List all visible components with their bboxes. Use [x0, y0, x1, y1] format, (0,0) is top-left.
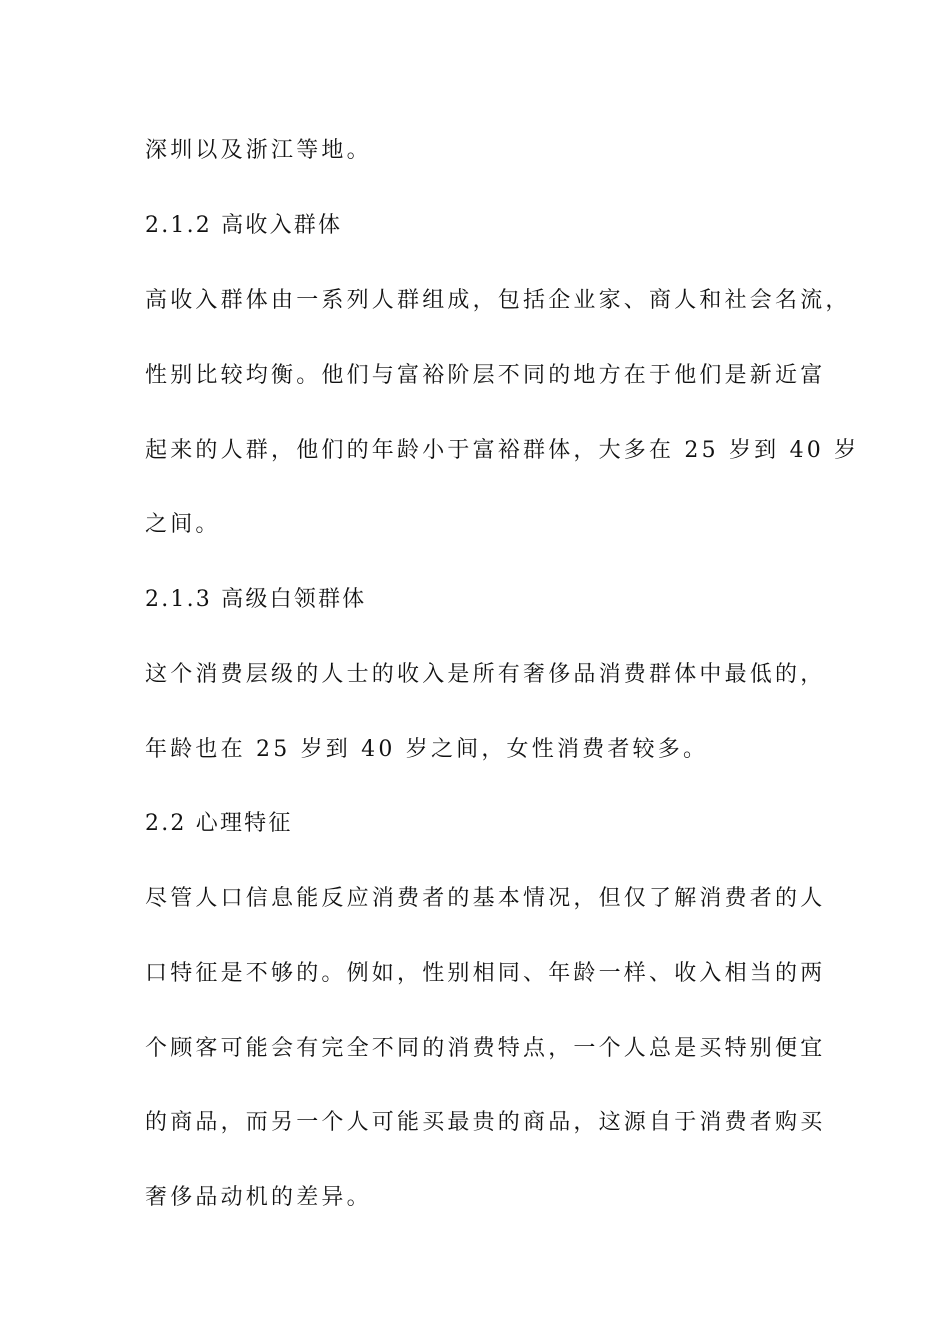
section-heading-2-1-2: 2.1.2 高收入群体 — [145, 213, 343, 238]
paragraph-line: 这个消费层级的人士的收入是所有奢侈品消费群体中最低的， — [145, 662, 826, 687]
paragraph-line: 个顾客可能会有完全不同的消费特点，一个人总是买特别便宜 — [145, 1036, 826, 1061]
paragraph-line: 的商品，而另一个人可能买最贵的商品，这源自于消费者购买 — [145, 1110, 826, 1135]
paragraph-line: 起来的人群，他们的年龄小于富裕群体，大多在 25 岁到 40 岁 — [145, 438, 860, 463]
paragraph-line: 尽管人口信息能反应消费者的基本情况，但仅了解消费者的人 — [145, 886, 826, 911]
section-heading-2-1-3: 2.1.3 高级白领群体 — [145, 587, 367, 612]
section-heading-2-2: 2.2 心理特征 — [145, 811, 293, 836]
paragraph-line: 性别比较均衡。他们与富裕阶层不同的地方在于他们是新近富 — [145, 363, 826, 388]
paragraph-line: 口特征是不够的。例如，性别相同、年龄一样、收入相当的两 — [145, 961, 826, 986]
paragraph-line: 高收入群体由一系列人群组成，包括企业家、商人和社会名流， — [145, 288, 851, 313]
paragraph-line: 奢侈品动机的差异。 — [145, 1185, 372, 1210]
paragraph-line: 年龄也在 25 岁到 40 岁之间，女性消费者较多。 — [145, 737, 709, 762]
paragraph-line: 深圳以及浙江等地。 — [145, 138, 372, 163]
paragraph-line: 之间。 — [145, 512, 221, 537]
